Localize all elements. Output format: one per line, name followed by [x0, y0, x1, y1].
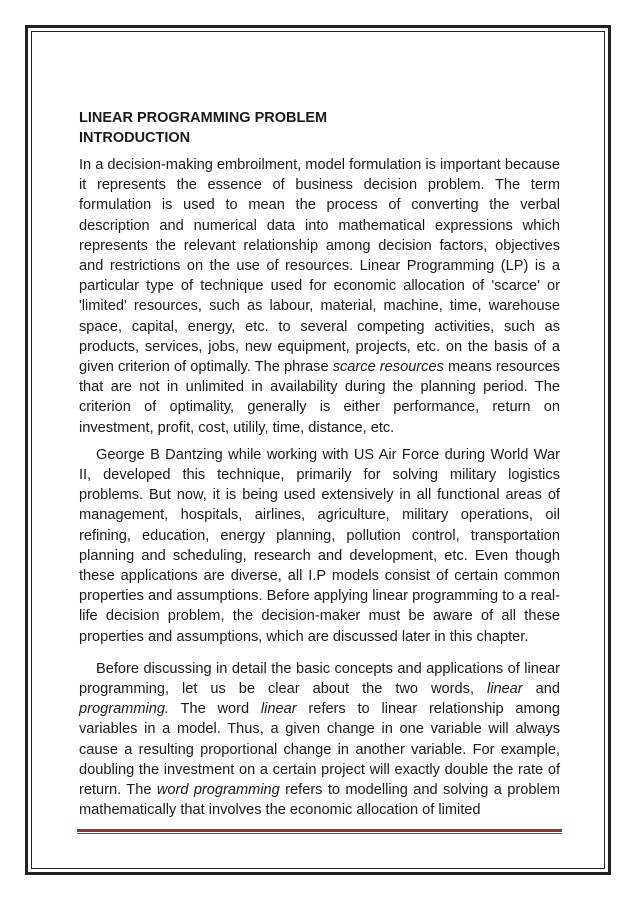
paragraph-1	[79, 155, 560, 438]
paragraph-3-emphasis-2: programming.	[79, 701, 170, 718]
paragraph-3-text-c: The word	[169, 701, 261, 718]
paragraph-1-text-b: means resources that are not in unlimited in availability during the planning period. The criterion of optimality, generally is either performance, return on investment, profit, cost, utilily, time, distance, etc.	[79, 359, 560, 436]
paragraph-1-emphasis: scarce resources	[332, 359, 444, 376]
paragraph-3-text-d: refers to linear relationship among variables in a model. Thus, a given change in one variable will always cause a resulting proportional change in another variable. For example, doubling the investment on a certain project will exactly double the rate of return. The	[79, 701, 560, 799]
section-title: INTRODUCTION	[79, 130, 191, 146]
paragraph-3-emphasis-3: linear	[260, 701, 297, 718]
document-body	[79, 108, 560, 821]
paragraph-3-emphasis-4: word programming	[156, 782, 280, 799]
chapter-title: LINEAR PROGRAMMING PROBLEM	[79, 110, 328, 126]
footer-rule-thin	[77, 833, 562, 834]
footer-rule	[77, 829, 562, 832]
paragraph-3-text-e: refers to modelling and solving a problem mathematically that involves the economic allocation of limited	[79, 782, 560, 819]
paragraph-3-emphasis-1: linear	[486, 681, 523, 698]
paragraph-3	[79, 659, 560, 821]
paragraph-2: George B Dantzing while working with US Air Force during World War II, developed this technique, primarily for solving military logistics problems. But now, it is being used extensively in all functional areas of management, hospitals, airlines, agriculture, military operations, oil refining, education, energy planning, pollution control, transportation planning and scheduling, research and development, etc. Even though these applications are diverse, all I.P models consist of certain common properties and assumptions. Before applying linear programming to a real-life decision problem, the decision-maker must be aware of all these properties and assumptions, which are discussed later in this chapter.	[79, 446, 560, 645]
paragraph-3-text-a: Before discussing in detail the basic concepts and applications of linear programming, let us be clear about the two words,	[79, 660, 560, 698]
paragraph-1-text-a: In a decision-making embroilment, model formulation is important because it represents the essence of business decision problem. The term formulation is used to mean the process of converting the verbal description and numerical data into mathematical expressions which represents the relevant relationship among decision factors, objectives and restrictions on the use of resources. Linear Programming (LP) is a particular type of technique used for economic allocation of 'scarce' or 'limited' resources, such as labour, material, machine, time, warehouse space, capital, energy, etc. to several competing activities, such as products, services, jobs, new equipment, projects, etc. on the basis of a given criterion of optimally. The phrase	[79, 157, 561, 376]
paragraph-3-text-b: and	[522, 681, 560, 698]
